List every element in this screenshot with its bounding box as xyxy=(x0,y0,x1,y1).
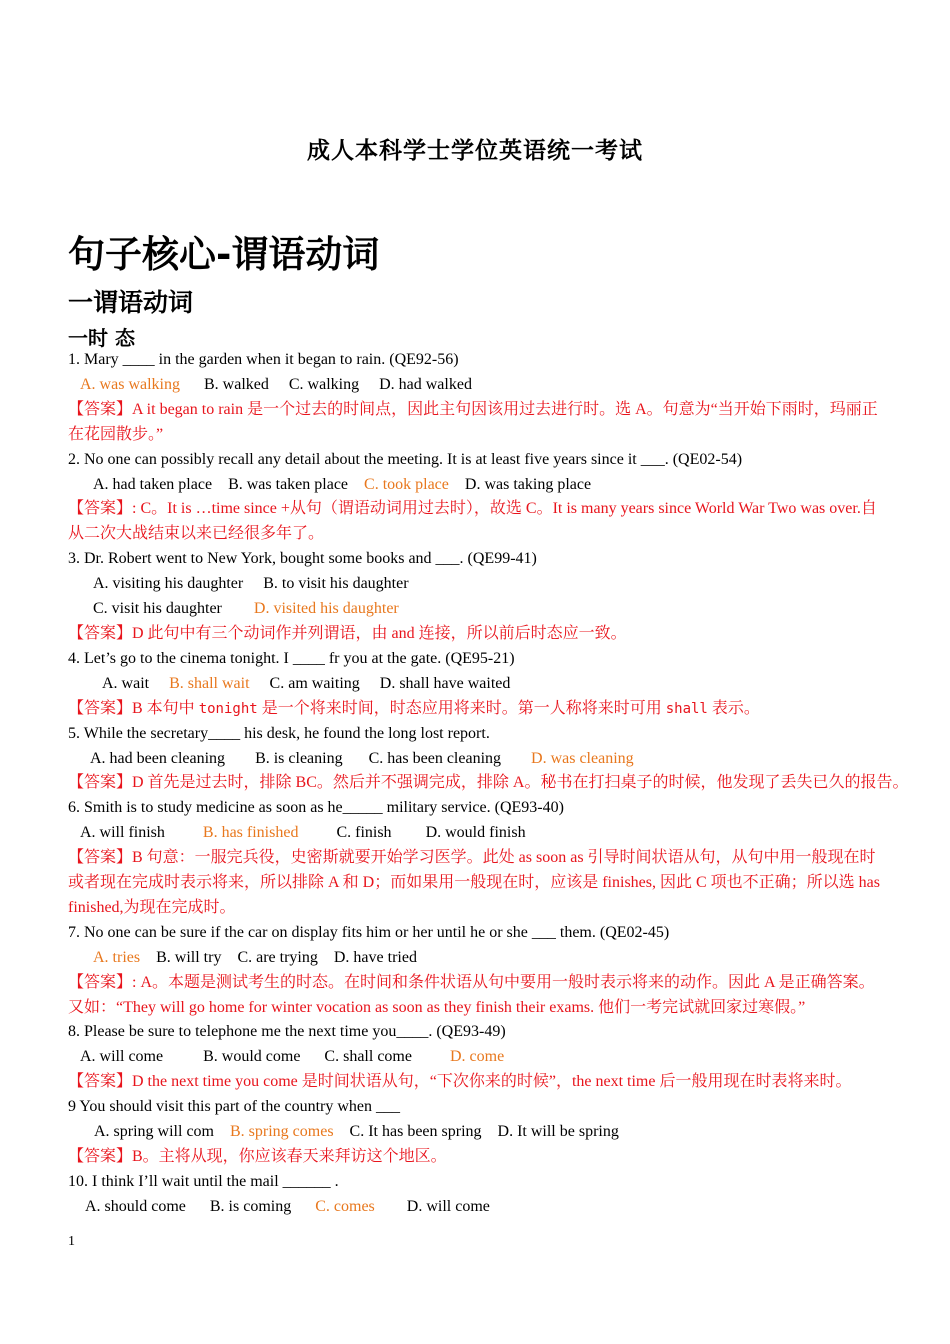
answer-explanation: 【答案】A it began to rain 是一个过去的时间点，因此主句因该用过去进行时。选 A。句意为“当开始下雨时，玛丽正在花园散步。” xyxy=(68,400,878,443)
answer-explanation: 【答案】B 句意：一服完兵役，史密斯就要开始学习医学。此处 as soon as 引导时间状语从句，从句中用一般现在时或者现在完成时表示将来，所以排除 A 和 D；而如果用一般现在时，应该是 finishes, 因此 C 项也不正确；所以选 has finished,为现在完成时。 xyxy=(68,849,881,916)
answer-explanation: 【答案】D 首先是过去时，排除 BC。然后并不强调完成，排除 A。秘书在打扫桌子的时候，他发现了丢失已久的报告。 xyxy=(68,774,909,792)
option: D. was taking place xyxy=(464,475,592,493)
option: C. has been cleaning xyxy=(368,749,502,767)
option-correct: B. shall wait xyxy=(169,674,250,692)
options-row xyxy=(68,1195,888,1220)
option-correct: D. come xyxy=(449,1048,505,1066)
document-title: 成人本科学士学位英语统一考试 xyxy=(307,138,643,164)
option-correct: B. spring comes xyxy=(230,1123,334,1141)
answer-explanation: 【答案】B 本句中 tonight 是一个将来时间，时态应用将来时。第一人称将来时可用 shall 表示。 xyxy=(68,699,760,717)
option: A. visiting his daughter xyxy=(93,575,244,593)
option: D. have tried xyxy=(333,948,417,966)
options-row xyxy=(68,747,888,772)
option: D. shall have waited xyxy=(379,674,511,692)
option: D. will come xyxy=(406,1197,490,1215)
question-stem: 8. Please be sure to telephone me the next time you____. (QE93-49) xyxy=(68,1023,506,1041)
options-row xyxy=(68,821,888,846)
question-stem: 7. No one can be sure if the car on display fits him or her until he or she ___ them. (QE02-45) xyxy=(68,923,670,941)
answer-explanation: 【答案】: A。本题是测试考生的时态。在时间和条件状语从句中要用一般时表示将来的动作。因此 A 是正确答案。又如：“They will go home for winter vocation as soon as they finish their exams. 他们一考完试就回家过寒假。” xyxy=(68,973,875,1016)
question-stem: 9 You should visit this part of the country when ___ xyxy=(68,1098,400,1116)
option: D. would finish xyxy=(425,824,526,842)
topic-heading: 一时 态 xyxy=(68,326,135,350)
option-correct: D. visited his daughter xyxy=(253,600,399,618)
answer-explanation: 【答案】B。主将从现，你应该春天来拜访这个地区。 xyxy=(68,1148,447,1165)
option: C. visit his daughter xyxy=(93,600,222,618)
option: C. It has been spring xyxy=(349,1123,482,1141)
answer-explanation: 【答案】D 此句中有三个动词作并列谓语，由 and 连接，所以前后时态应一致。 xyxy=(68,624,627,642)
answer-explanation: 【答案】D the next time you come 是时间状语从句，“下次你来的时候”，the next time 后一般用现在时表将来时。 xyxy=(68,1073,852,1091)
answer-explanation: 【答案】: C。It is …time since +从句（谓语动词用过去时），故选 C。It is many years since World War Two was over.自从二次大战结束以来已经很多年了。 xyxy=(68,500,877,543)
question-list xyxy=(68,348,909,1220)
option: C. am waiting xyxy=(269,674,360,692)
question-stem: 2. No one can possibly recall any detail about the meeting. It is at least five years since it ___. (QE02-54) xyxy=(68,450,743,468)
option: C. are trying xyxy=(237,948,318,966)
options-row xyxy=(68,1120,888,1145)
options-row xyxy=(68,672,888,697)
question-stem: 3. Dr. Robert went to New York, bought some books and ___. (QE99-41) xyxy=(68,550,537,568)
option-correct: D. was cleaning xyxy=(531,749,634,767)
options-row xyxy=(68,597,888,622)
question-stem: 10. I think I’ll wait until the mail ______ . xyxy=(68,1172,339,1190)
option: D. It will be spring xyxy=(497,1123,619,1141)
options-row xyxy=(68,373,888,398)
option: A. spring will com xyxy=(94,1123,214,1141)
options-row xyxy=(68,473,888,498)
option: C. finish xyxy=(336,824,392,842)
question-stem: 6. Smith is to study medicine as soon as he_____ military service. (QE93-40) xyxy=(68,799,564,817)
options-row xyxy=(68,946,888,971)
question-stem: 4. Let’s go to the cinema tonight. I ____ fr you at the gate. (QE95-21) xyxy=(68,649,515,667)
subsection-heading: 一谓语动词 xyxy=(68,288,194,317)
option-correct: A. was walking xyxy=(80,375,180,393)
section-heading: 句子核心-谓语动词 xyxy=(68,233,380,276)
option-correct: B. has finished xyxy=(202,824,299,842)
option: B. will try xyxy=(156,948,222,966)
option: A. should come xyxy=(85,1197,186,1215)
option-correct: A. tries xyxy=(93,948,141,966)
option: B. is cleaning xyxy=(255,749,343,767)
option: B. to visit his daughter xyxy=(263,575,409,593)
page-number: 1 xyxy=(68,1234,75,1249)
option: A. will finish xyxy=(80,824,165,842)
option: A. will come xyxy=(80,1048,164,1066)
option: B. was taken place xyxy=(228,475,349,493)
option: B. is coming xyxy=(209,1197,292,1215)
option: C. shall come xyxy=(324,1048,412,1066)
option: C. walking xyxy=(288,375,360,393)
option: A. had been cleaning xyxy=(90,749,226,767)
option: A. wait xyxy=(102,674,150,692)
option-correct: C. comes xyxy=(315,1197,375,1215)
option: B. would come xyxy=(203,1048,301,1066)
options-row xyxy=(68,572,888,597)
option-correct: C. took place xyxy=(364,475,449,493)
question-stem: 1. Mary ____ in the garden when it began to rain. (QE92-56) xyxy=(68,351,459,368)
option: D. had walked xyxy=(379,375,472,393)
option: A. had taken place xyxy=(93,475,213,493)
option: B. walked xyxy=(203,375,269,393)
options-row xyxy=(68,1045,888,1070)
question-stem: 5. While the secretary____ his desk, he found the long lost report. xyxy=(68,724,490,742)
